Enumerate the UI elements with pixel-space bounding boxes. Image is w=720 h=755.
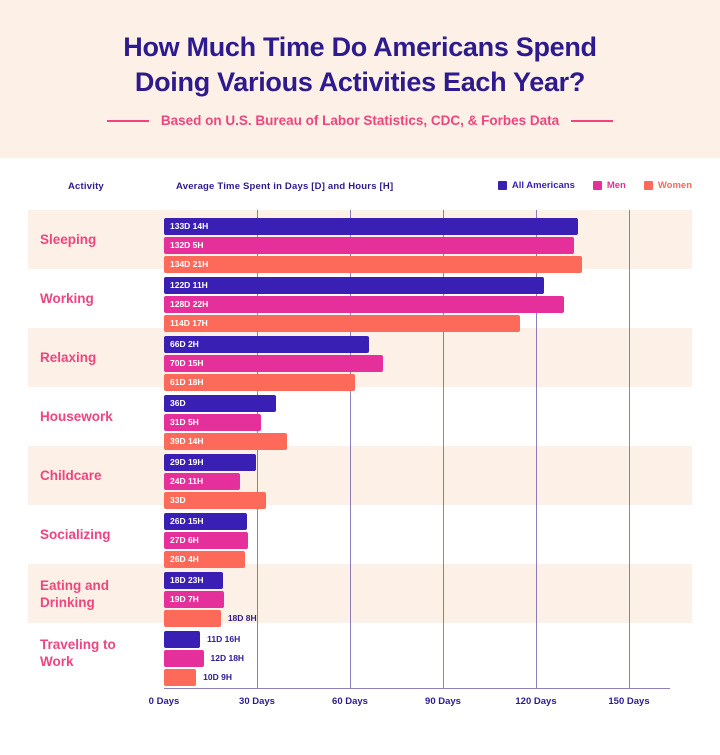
x-tick-label: 90 Days [425,696,461,707]
legend-label: Women [657,180,692,191]
bar-value-label: 39D 14H [170,436,204,446]
category-label: Housework [40,409,113,424]
page-title-line2: Doing Various Activities Each Year? [134,66,586,97]
x-tick-label: 0 Days [148,696,180,707]
page-title [40,30,680,99]
x-axis-line [164,688,670,689]
bar[interactable] [164,650,204,667]
x-tick-label: 150 Days [608,696,650,707]
rule-left-decoration [107,120,149,122]
bar-value-label: 18D 23H [170,575,204,585]
bar[interactable] [164,277,544,294]
chart-header-row [68,180,692,196]
bar[interactable] [164,315,520,332]
bar-value-label: 26D 4H [170,554,199,564]
bar-value-label: 27D 6H [170,535,199,545]
plot-area [28,204,692,724]
header [0,0,720,128]
bar[interactable] [164,256,582,273]
bar-value-label: 66D 2H [170,339,199,349]
bar-value-label: 61D 18H [170,377,204,387]
bar-value-label: 19D 7H [170,594,199,604]
bar-value-label: 122D 11H [170,280,208,290]
bar[interactable] [164,631,200,648]
category-label: Eating and Drinking [40,578,110,610]
legend-swatch-icon [644,181,653,190]
bar-value-label: 70D 15H [170,358,204,368]
bar-value-label: 18D 8H [227,613,257,623]
bar-value-label: 31D 5H [170,417,199,427]
bar-value-label: 33D [170,495,186,505]
category-label: Relaxing [40,350,97,365]
page-subtitle: Based on U.S. Bureau of Labor Statistics, CDC, & Forbes Data [160,113,560,129]
bar-value-label: 134D 21H [170,259,209,269]
x-tick-label: 60 Days [332,696,368,707]
x-tick-label: 30 Days [239,696,275,707]
bar[interactable] [164,296,564,313]
column-header-average: Average Time Spent in Days [D] and Hours [H] [176,181,394,192]
page-title-line1: How Much Time Do Americans Spend [123,32,597,62]
chart-legend [498,180,692,191]
legend-label: Men [606,180,626,191]
bar[interactable] [164,610,221,627]
bar-value-label: 10D 9H [203,672,232,682]
bar[interactable] [164,218,578,235]
bar-value-label: 114D 17H [170,318,208,328]
bar-value-label: 36D [170,398,186,408]
legend-swatch-icon [498,181,507,190]
bar-value-label: 26D 15H [170,516,204,526]
legend-item[interactable] [593,180,626,191]
category-label: Childcare [40,468,102,483]
bar[interactable] [164,237,574,254]
bar-value-label: 11D 16H [207,634,241,644]
column-header-activity: Activity [68,181,104,192]
x-tick-label: 120 Days [515,696,557,707]
category-label: Traveling to Work [40,637,116,669]
category-label: Sleeping [40,232,97,247]
legend-item[interactable] [644,180,692,191]
bar-value-label: 128D 22H [170,299,209,309]
category-label: Socializing [40,527,111,542]
legend-label: All Americans [511,180,575,191]
subtitle-row [40,113,680,128]
bar-value-label: 29D 19H [170,457,204,467]
chart-panel [0,158,720,755]
bar[interactable] [164,669,196,686]
bar-value-label: 132D 5H [170,240,204,250]
legend-swatch-icon [593,181,602,190]
bar-value-label: 133D 14H [170,221,209,231]
bar-value-label: 12D 18H [210,653,245,663]
legend-item[interactable] [498,180,575,191]
gridline [629,210,630,688]
rule-right-decoration [571,120,613,122]
bar-value-label: 24D 11H [170,476,204,486]
category-label: Working [40,291,94,306]
